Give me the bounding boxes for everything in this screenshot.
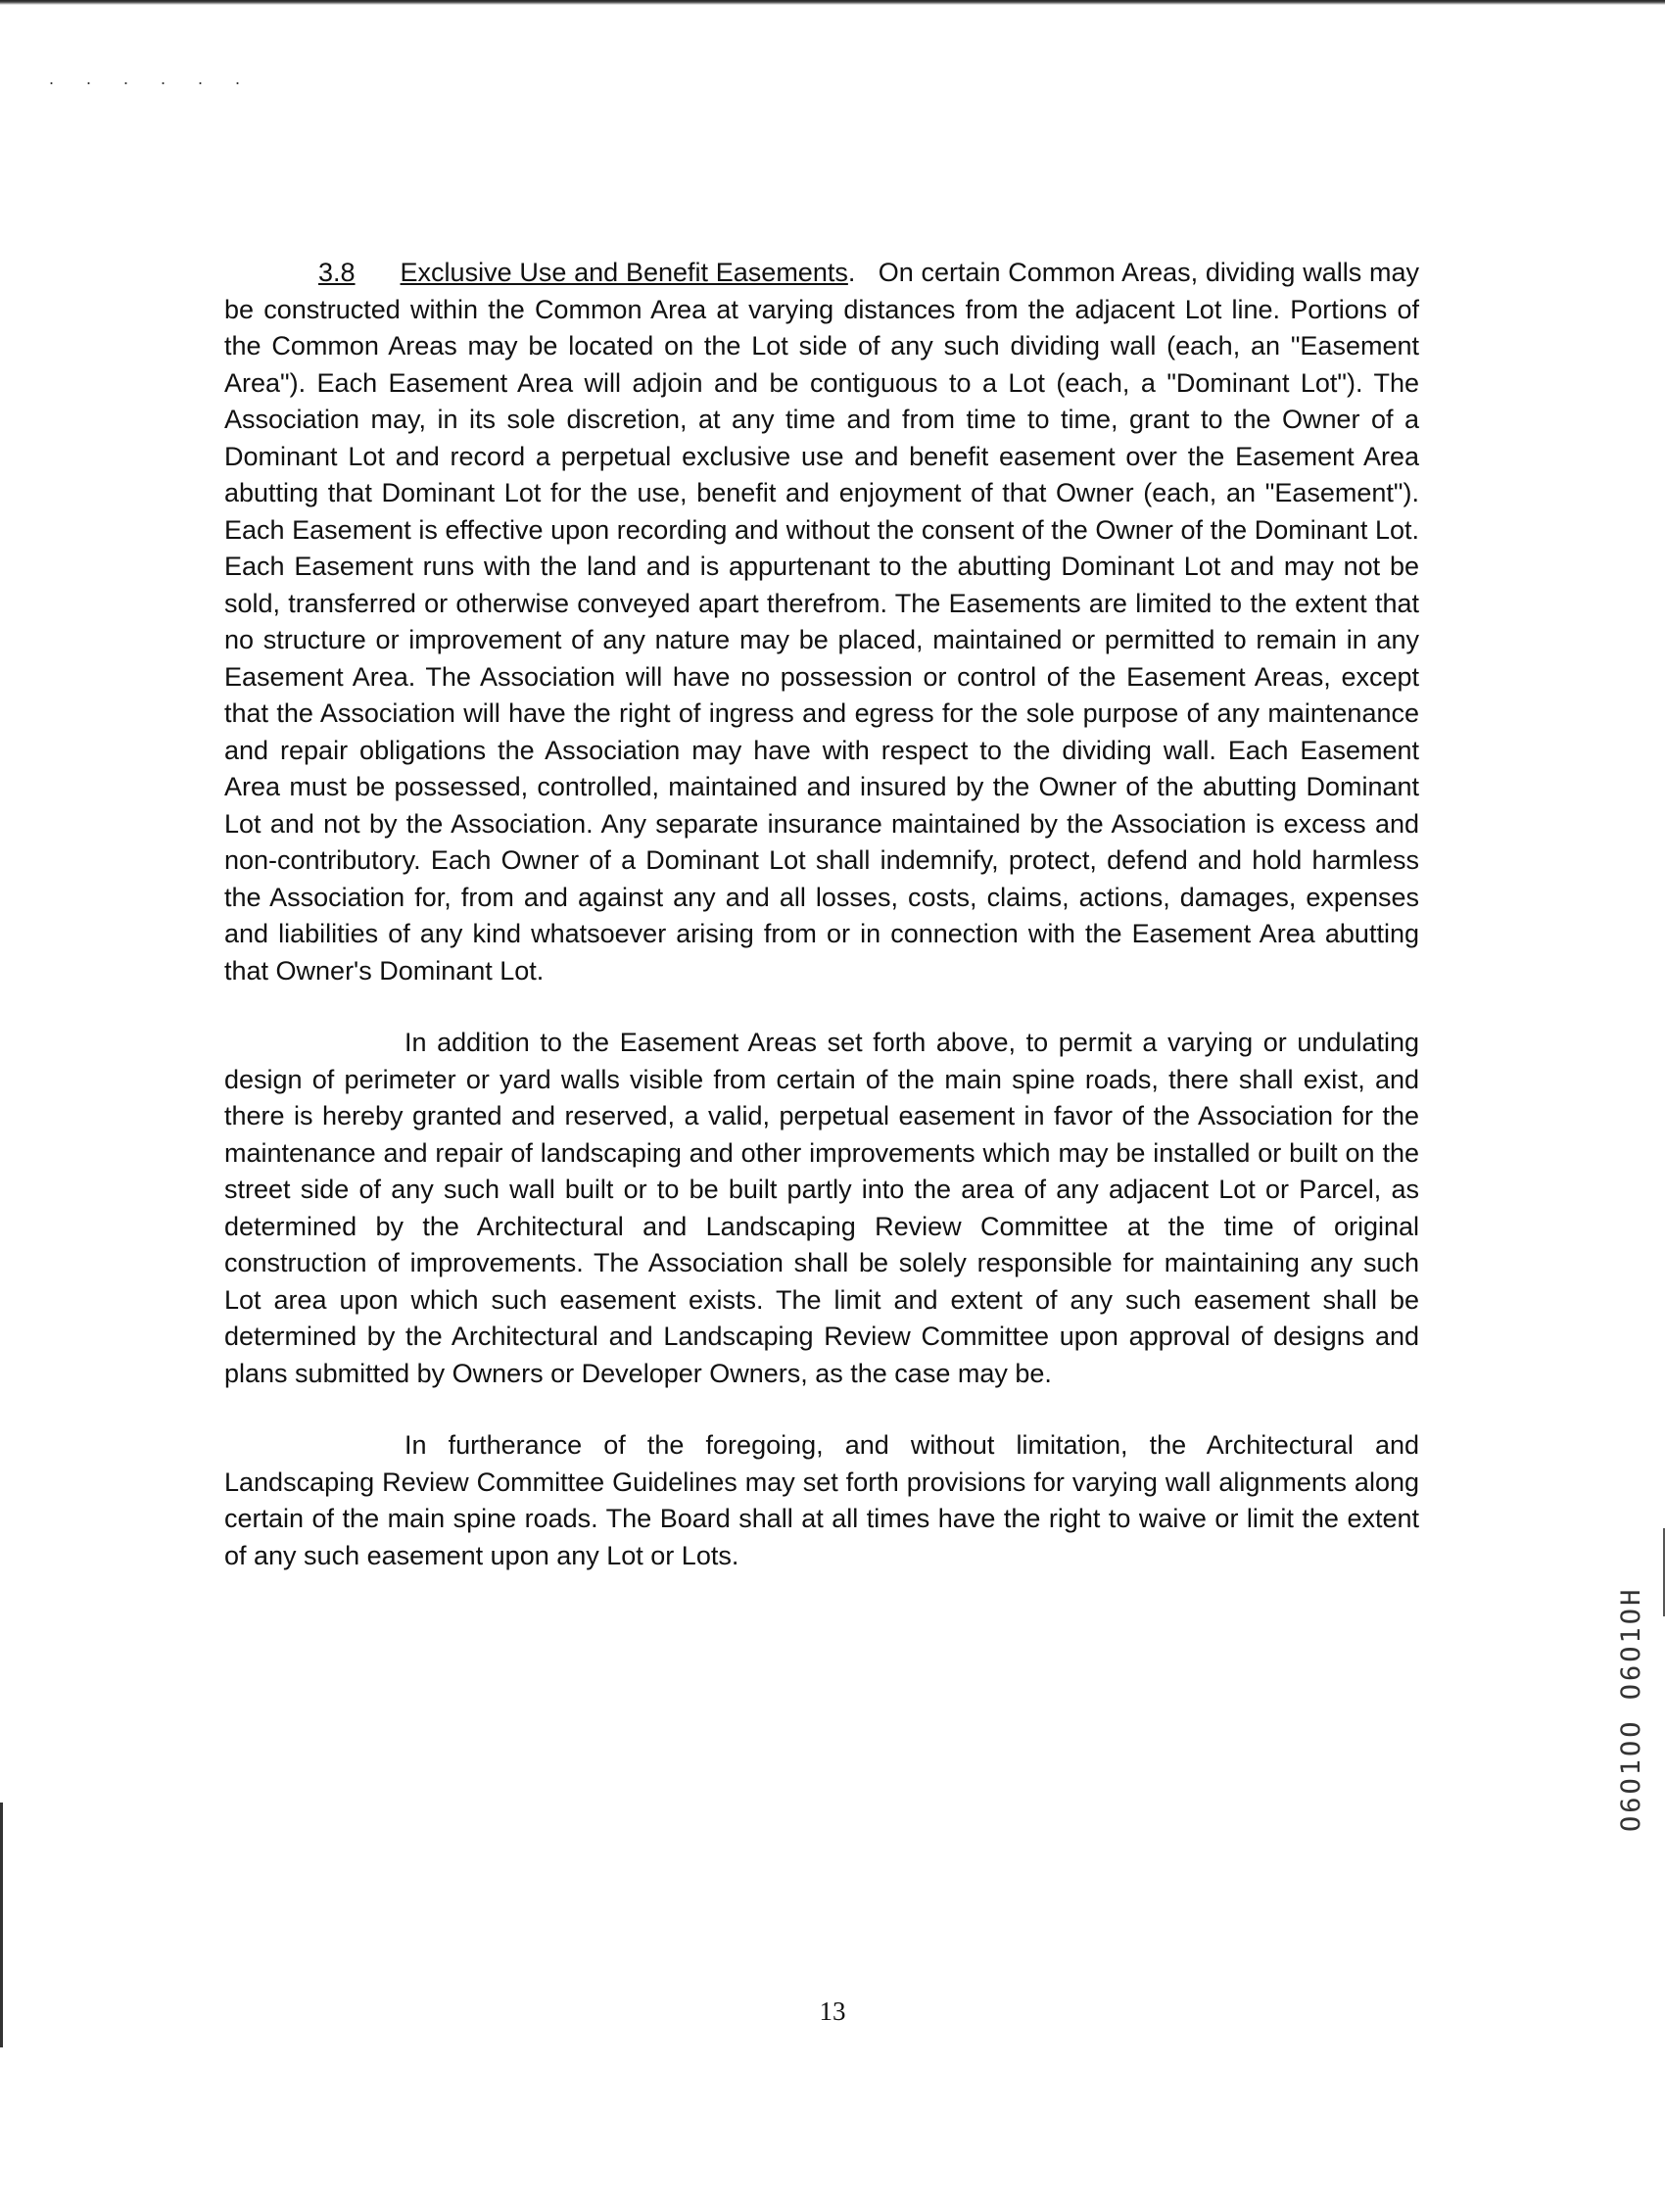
section-3-8-paragraph xyxy=(224,255,1419,989)
section-title-period: . xyxy=(847,258,856,287)
page-number: 13 xyxy=(819,1996,846,2026)
section-body-text: On certain Common Areas, dividing walls may be constructed within the Common Area at varying distances from the adjacent Lot line. Portions of the Common Areas may be located on the Lot side of any such dividing wall (each, an "Easement Area"). Each Easement Area will adjoin and be contiguous to a Lot (each, a "Dominant Lot"). The Association may, in its sole discretion, at any time and from time to time, grant to the Owner of a Dominant Lot and record a perpetual exclusive use and benefit easement over the Easement Area abutting that Dominant Lot for the use, benefit and enjoyment of that Owner (each, an "Easement"). Each Easement is effective upon recording and without the consent of the Owner of the Dominant Lot. Each Easement runs with the land and is appurtenant to the abutting Dominant Lot and may not be sold, transferred or otherwise conveyed apart therefrom. The Easements are limited to the extent that no structure or improvement of any nature may be placed, maintained or permitted to remain in any Easement Area. The Association will have no possession or control of the Easement Areas, except that the Association will have the right of ingress and egress for the sole purpose of any maintenance and repair obligations the Association may have with respect to the dividing wall. Each Easement Area must be possessed, controlled, maintained and insured by the Owner of the abutting Dominant Lot and not by the Association. Any separate insurance maintained by the Association is excess and non-contributory. Each Owner of a Dominant Lot shall indemnify, protect, defend and hold harmless the Association for, from and against any and all losses, costs, claims, actions, damages, expenses and liabilities of any kind whatsoever arising from or in connection with the Easement Area abutting that Owner's Dominant Lot. xyxy=(224,258,1420,986)
furtherance-paragraph: In furtherance of the foregoing, and without limitation, the Architectural and Landscaping Review Committee Guidelines may set forth provisions for varying wall alignments along certain of the main spine roads. The Board shall at all times have the right to waive or limit the extent of any such easement upon any Lot or Lots. xyxy=(224,1430,1419,1570)
scan-specks: . . . . . . xyxy=(49,69,255,88)
margin-stamp: O6O1OO O6O1OH xyxy=(1616,1586,1646,1832)
section-title: Exclusive Use and Benefit Easements xyxy=(400,258,848,287)
top-scan-border xyxy=(0,0,1665,5)
easement-paragraph: In addition to the Easement Areas set forth above, to permit a varying or undulating design of perimeter or yard walls visible from certain of the main spine roads, there shall exist, and there is hereby granted and reserved, a valid, perpetual easement in favor of the Association for the maintenance and repair of landscaping and other improvements which may be installed or built on the street side of any such wall built or to be built partly into the area of any adjacent Lot or Parcel, as determined by the Architectural and Landscaping Review Committee at the time of original construction of improvements. The Association shall be solely responsible for maintaining any such Lot area upon which such easement exists. The limit and extent of any such easement shall be determined by the Architectural and Landscaping Review Committee upon approval of designs and plans submitted by Owners or Developer Owners, as the case may be. xyxy=(224,1028,1419,1388)
section-number: 3.8 xyxy=(318,258,356,287)
section-number-gap xyxy=(356,255,401,292)
document-body xyxy=(224,255,1419,1610)
